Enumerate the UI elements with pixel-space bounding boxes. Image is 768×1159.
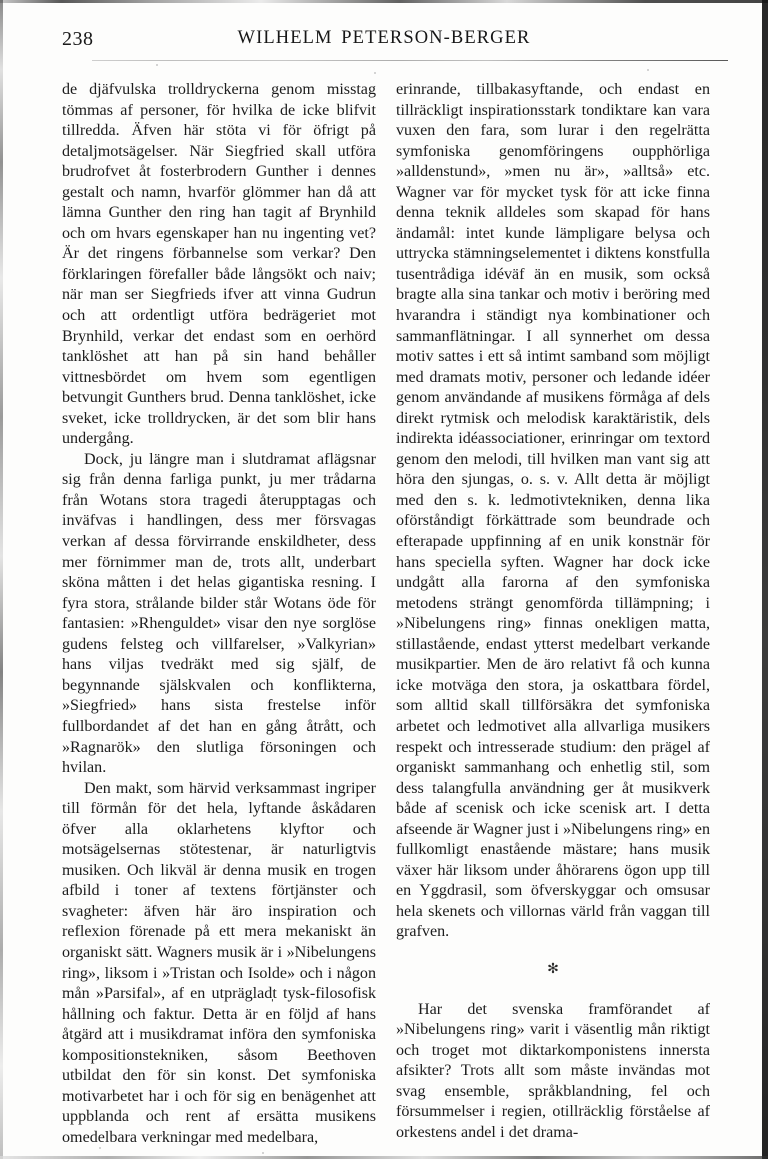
paragraph: erinrande, tillbakasyftande, och endast en tillräckligt inspirationsstark tondiktare kan vara vuxen den fara, som lurar i den regelrätta symfoniska genomföringens oupphörliga »alldenstund», »men nu är», »alltså» etc. Wagner var för mycket tysk för att icke finna denna teknik alldeles som skapad för hans ändamål: intet kunde lämpligare belysa och uttrycka stämningselementet i diktens konstfulla tusentrådiga idéväf än en musik, som också bragte alla sina tankar och motiv i beröring med hvarandra i ständigt nya kombinationer och sammanflätningar. I all synnerhet om dessa motiv sattes i ett så intimt samband som möjligt med dramats motiv, personer och ledande idéer genom användande af musikens förmåga af dels direkt rytmisk och melodisk karaktäristik, dels indirekta idéassociationer, erinringar om textord genom den melodi, till hvilken man vant sig att höra den sjungas, o. s. v. Allt detta är möjligt med den s. k. ledmotivtekniken, denna lika oförståndigt förkättrade som beundrade och efterapade uppfinning af en unik konstnär för hans speciella syften. Wagner har dock icke undgått alla farorna af den symfoniska metodens strängt genomförda tillämpning; i »Nibelungens ring» finnas onekligen matta, stillastående, endast ytterst medelbart verkande musikpartier. Men de äro relativt få och kunna icke motväga den stora, ja oskattbara fördel, som alltid skall tillförsäkra det symfoniska arbetet och ledmotivet alla allvarliga musikers respekt och intresserade studium: den prägel af organiskt sammanhang och enhetlig stil, som dess talangfulla användning ger åt musikverk både af scenisk och icke scenisk art. I detta afseende är Wagner just i »Nibelungens ring» en fullkomligt enastående mästare; hans musik växer här liksom under åhörarens ögon upp till en Yggdrasil, som öfverskyggar och omsusar hela skenets och villornas värld från vaggan till grafven. <box>396 81 710 941</box>
header-rule <box>92 60 728 61</box>
scan-speckle <box>374 72 376 74</box>
paragraph: Dock, ju längre man i slutdramat aflägsnar sig från denna farliga punkt, ju mer trådarna från Wotans stora tragedi återupptagas och inväfvas i handlingen, dess mer försvagas verkan af dessa förvirrande enskildheter, dess mer förnimmer man de, trots allt, underbart sköna måtten i det helas gigantiska resning. I fyra stora, strålande bilder står Wotans öde för fantasien: »Rhenguldet» visar den nye sorglöse gudens felsteg och villfarelser, »Valkyrian» hans viljas tvedräkt med sig själf, de begynnande själskvalen och konflikterna, »Siegfried» hans sista frestelse inför fullbordandet af det han en gång åtrått, och »Ragnarök» den slutliga försoningen och hvilan. <box>62 450 376 777</box>
scan-speckle <box>156 64 158 66</box>
left-column <box>62 80 376 1148</box>
running-head <box>0 28 768 58</box>
body-columns <box>62 80 710 1148</box>
scan-edge-top <box>0 0 768 3</box>
paragraph: de djäfvulska trolldryckerna genom misstag tömmas af personer, för hvilka de icke blifvit tillredda. Äfven här stöta vi för öfrigt på detaljmotsägelser. När Siegfried skall utföra brudrofvet åt fosterbrodern Gunther i dennes gestalt och namn, hvarför glömmer han då att lämna Gunther den ring han tagit af Brynhild och om hvars egenskaper han nu ingenting vet? Är det ringens förbannelse som verkar? Den förklaringen förefaller både långsökt och naiv; när man ser Siegfrieds ifver att vinna Gudrun och att ordentligt utföra bedrägeriet mot Brynhild, verkar det endast som en oerhörd tanklöshet att han på sin hand behåller vittnesbördet om hvem som egentligen betvungit Gunthers brud. Denna tanklöshet, icke sveket, icke trolldrycken, är det som blir hans undergång. <box>62 81 376 448</box>
scan-edge-right <box>762 0 768 1159</box>
section-separator-asterisk: ✻ <box>547 961 559 977</box>
page-number: 238 <box>62 28 94 50</box>
paragraph: Den makt, som härvid verksammast ingriper till förmån för det hela, lyftande åskådaren öfver alla oklarhetens klyftor och motsägelsernas stötestenar, är naturligtvis musiken. Och likväl är denna musik en trogen afbild i toner af textens förtjänster och svagheter: äfven här äro inspiration och reflexion förenade på ett mera mekaniskt än organiskt sätt. Wagners musik är i »Nibelungens ring», liksom i »Tristan och Isolde» och i någon mån »Parsifal», af en utpräglad̩t tysk-filosofisk hållning och faktur. Detta är en följd af hans åtgärd att i musikdramat införa den symfoniska kompositionstekniken, såsom Beethoven utbildat den för sin konst. Det symfoniska motivarbetet har i och för sig en benägenhet att uppblanda och rent af ersätta musikens omedelbara verkningar med medelbara, <box>62 779 376 1146</box>
scan-speckle <box>262 1152 264 1154</box>
running-title: WILHELM PETERSON-BERGER <box>237 28 531 48</box>
paragraph: Har det svenska framförandet af »Nibelungens ring» varit i väsentlig mån riktigt och troget mot diktarkomponistens innersta afsikter? Trots allt som måste invändas mot svag ensemble, språkblandning, fel och försummelser i regien, otillräcklig förståelse af orkestens andel i det drama- <box>396 1000 710 1141</box>
scan-speckle <box>647 69 649 71</box>
right-column <box>396 80 710 1148</box>
scan-edge-left <box>0 0 3 1159</box>
